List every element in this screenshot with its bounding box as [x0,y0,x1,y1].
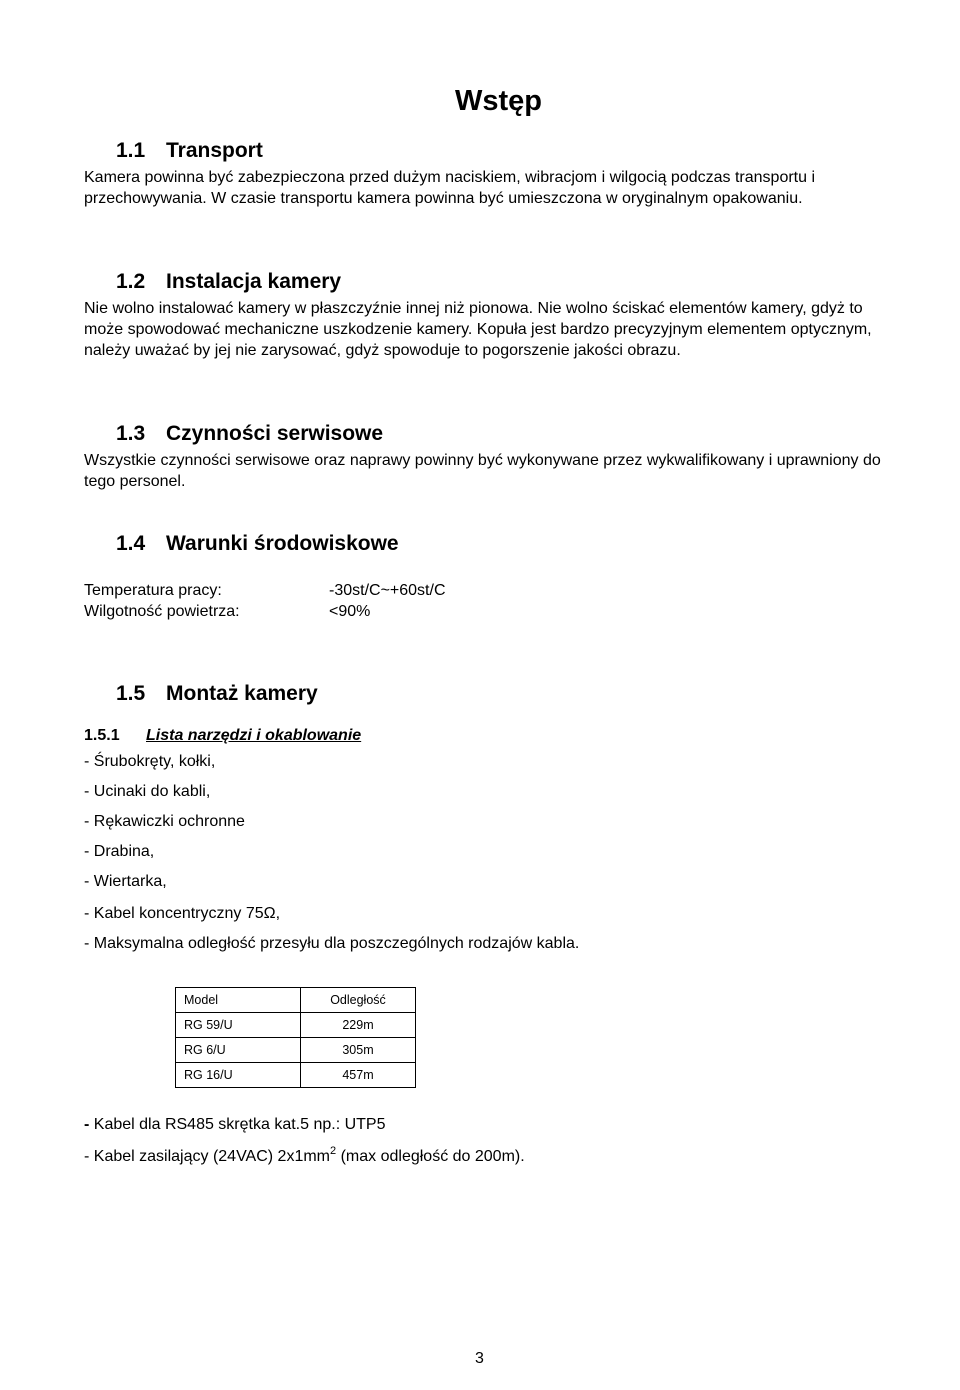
section-number: 1.5 [116,682,146,705]
section-number: 1.4 [116,532,146,555]
list-item: - Maksymalna odległość przesyłu dla poszczególnych rodzajów kabla. [84,935,580,952]
power-cable-line [84,1145,525,1166]
humidity-row [84,601,370,622]
page-number: 3 [475,1350,484,1367]
section-title: Transport [166,139,263,162]
list-item: - Kabel koncentryczny 75Ω, [84,905,281,922]
section-number: 1.3 [116,422,146,445]
bold-dash: - [84,1116,90,1133]
humidity-label: Wilgotność powietrza: [84,603,240,620]
list-item: - Drabina, [84,843,155,860]
rs485-cable-text: Kabel dla RS485 skrętka kat.5 np.: UTP5 [89,1116,386,1133]
section-title: Warunki środowiskowe [166,532,399,555]
section-heading-mounting [116,682,318,706]
section-heading-transport [116,139,263,163]
subsection-number: 1.5.1 [84,727,120,744]
table-header-row [176,988,416,1013]
table-cell: 229m [301,1013,416,1038]
superscript: 2 [330,1145,337,1157]
table-cell: RG 59/U [176,1013,301,1038]
table-cell: 305m [301,1038,416,1063]
power-cable-text: - Kabel zasilający (24VAC) 2x1mm [84,1148,331,1165]
section-number: 1.2 [116,270,146,293]
section-heading-service [116,422,383,446]
rs485-cable-line [84,1116,385,1134]
power-cable-tail: (max odległość do 200m). [336,1148,525,1165]
list-item: - Ucinaki do kabli, [84,783,211,800]
section-number: 1.1 [116,139,146,162]
transport-paragraph: Kamera powinna być zabezpieczona przed dużym naciskiem, wibracjom i wilgocią podczas transportu i przechowywania. W czasie transportu kamera powinna być umieszczona w oryginalnym opakowaniu. [84,169,816,207]
page-title: Wstęp [455,85,542,117]
list-item: - Wiertarka, [84,873,167,890]
section-heading-installation [116,270,341,294]
list-item: - Śrubokręty, kołki, [84,753,216,770]
table-row [176,1013,416,1038]
section-title: Instalacja kamery [166,270,342,293]
installation-paragraph: Nie wolno instalować kamery w płaszczyźnie innej niż pionowa. Nie wolno ściskać elementów kamery, gdyż to może spowodować mechaniczne uszkodzenie kamery. Kopuła jest bardzo precyzyjnym elementem optycznym, należy uważać by jej nie zarysować, gdyż spowoduje to pogorszenie jakości obrazu. [84,300,872,359]
subsection-heading-tools [84,727,361,745]
cable-distance-table [175,987,416,1088]
section-title: Czynności serwisowe [166,422,384,445]
humidity-value: <90% [329,603,371,620]
table-row [176,1038,416,1063]
table-row [176,1063,416,1088]
table-header-cell: Model [176,988,301,1013]
temperature-row [84,580,446,601]
table-cell: RG 16/U [176,1063,301,1088]
table-header-cell: Odległość [301,988,416,1013]
section-heading-environment [116,532,399,556]
temperature-label: Temperatura pracy: [84,582,222,599]
subsection-title: Lista narzędzi i okablowanie [146,727,362,744]
section-title: Montaż kamery [166,682,318,705]
table-cell: 457m [301,1063,416,1088]
table-cell: RG 6/U [176,1038,301,1063]
list-item: - Rękawiczki ochronne [84,813,245,830]
service-paragraph: Wszystkie czynności serwisowe oraz naprawy powinny być wykonywane przez wykwalifikowany i uprawniony do tego personel. [84,452,881,490]
temperature-value: -30st/C~+60st/C [329,582,446,599]
